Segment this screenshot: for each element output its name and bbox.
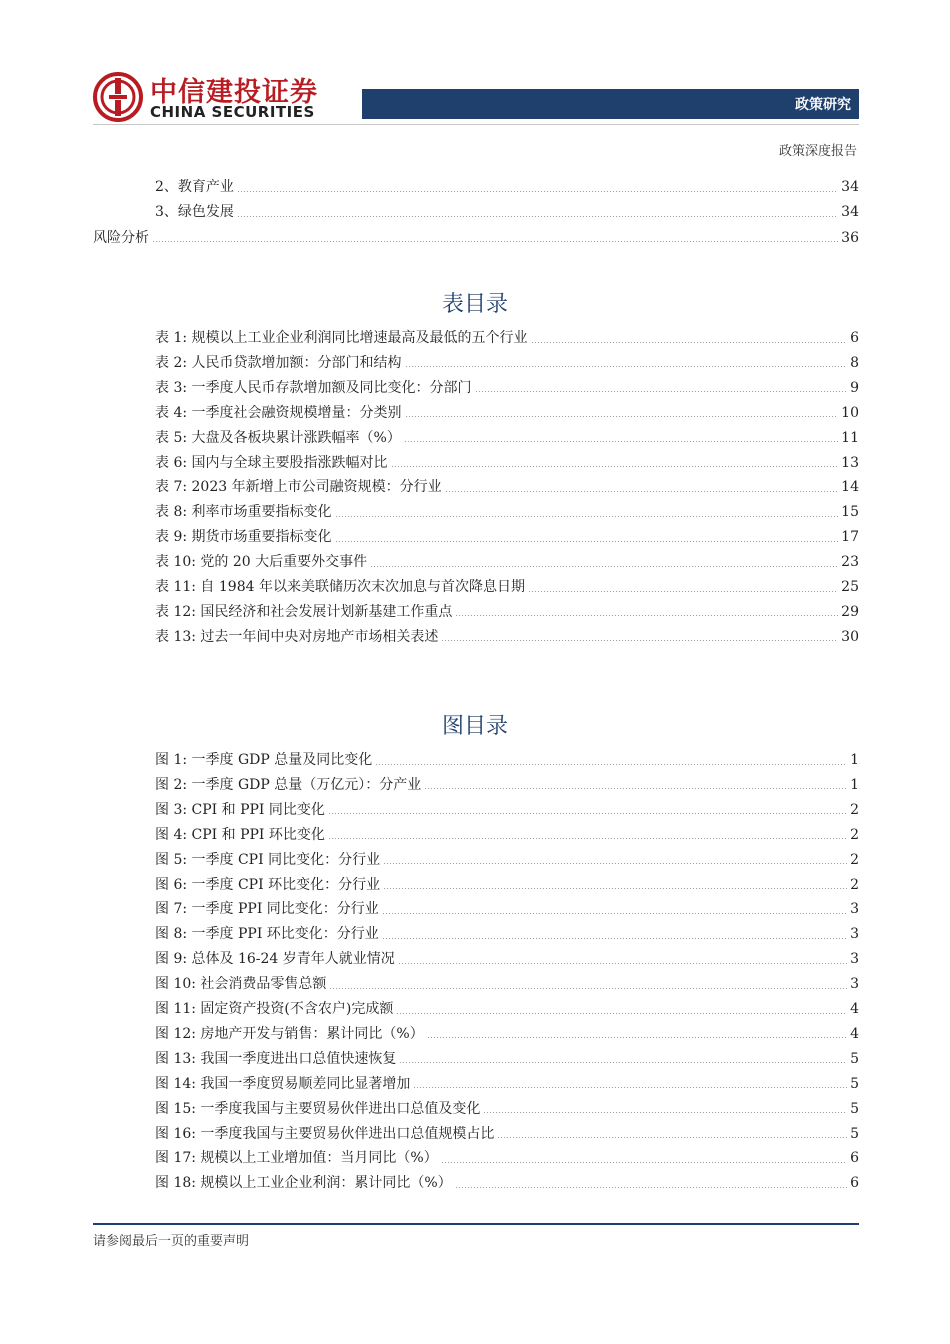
toc-entry-page: 8 [850, 354, 859, 371]
toc-entry[interactable] [155, 1023, 859, 1045]
toc-entry-page: 5 [850, 1075, 859, 1092]
dot-leader [424, 788, 847, 789]
toc-entry-label: 图 13: 我国一季度进出口总值快速恢复 [155, 1050, 397, 1067]
dot-leader [383, 888, 847, 889]
toc-entry-page: 6 [850, 330, 859, 346]
toc-entry-label: 图 2: 一季度 GDP 总量（万亿元）：分产业 [155, 776, 422, 793]
dot-leader [237, 216, 838, 217]
toc-entry[interactable] [155, 1073, 859, 1095]
toc-entry-page: 23 [841, 554, 859, 571]
toc-entry-page: 3 [850, 926, 859, 943]
toc-entry[interactable] [155, 824, 859, 846]
toc-entry[interactable] [155, 551, 859, 573]
toc-entry[interactable] [155, 898, 859, 920]
category-banner [362, 89, 859, 119]
toc-entry-label: 图 15: 一季度我国与主要贸易伙伴进出口总值及变化 [155, 1100, 481, 1117]
toc-entry[interactable] [155, 1098, 859, 1120]
dot-leader [391, 466, 839, 467]
toc-entry-page: 9 [850, 379, 859, 396]
dot-leader [405, 366, 848, 367]
toc-entry-label: 表 7: 2023 年新增上市公司融资规模：分行业 [155, 479, 442, 496]
dot-leader [445, 491, 839, 492]
toc-entry[interactable] [155, 501, 859, 523]
dot-leader [335, 541, 839, 542]
toc-entry[interactable] [155, 774, 859, 796]
toc-entry-label: 风险分析 [93, 229, 149, 246]
dot-leader [396, 1013, 847, 1014]
report-type: 政策深度报告 [778, 144, 857, 159]
dot-leader [335, 516, 839, 517]
toc-entry-label: 图 7: 一季度 PPI 同比变化：分行业 [155, 901, 379, 918]
toc-entry-page: 4 [850, 1025, 859, 1042]
toc-entry-page: 5 [850, 1100, 859, 1117]
footer-disclaimer: 请参阅最后一页的重要声明 [93, 1234, 250, 1249]
dot-leader [382, 938, 847, 939]
toc-entry-page: 25 [841, 579, 859, 595]
figures-section-title: 图目录 [441, 714, 508, 739]
toc-entry[interactable] [155, 327, 859, 349]
toc-entry-page: 34 [841, 204, 859, 221]
toc-entry-page: 6 [850, 1175, 859, 1192]
dot-leader [370, 566, 838, 567]
toc-entry-label: 图 4: CPI 和 PPI 环比变化 [155, 826, 325, 843]
dot-leader [531, 342, 848, 343]
toc-entry[interactable] [155, 998, 859, 1020]
toc-entry-label: 表 13: 过去一年间中央对房地产市场相关表述 [155, 628, 439, 645]
toc-entry-page: 6 [850, 1150, 859, 1167]
toc-entry[interactable] [155, 973, 859, 995]
toc-entry-label: 图 8: 一季度 PPI 环比变化：分行业 [155, 926, 379, 943]
toc-entry-label: 图 17: 规模以上工业增加值：当月同比（%） [155, 1150, 438, 1167]
toc-entry-label: 图 6: 一季度 CPI 环比变化：分行业 [155, 876, 381, 893]
toc-entry-label: 表 6: 国内与全球主要股指涨跌幅对比 [155, 454, 388, 471]
toc-entry[interactable] [155, 799, 859, 821]
toc-entry-page: 2 [850, 851, 859, 868]
dot-leader [399, 1062, 847, 1063]
toc-entry-page: 10 [841, 404, 859, 421]
toc-entry[interactable] [155, 427, 859, 449]
toc-entry[interactable] [155, 1048, 859, 1070]
toc-entry[interactable] [155, 923, 859, 945]
toc-entry-label: 图 9: 总体及 16-24 岁青年人就业情况 [155, 951, 395, 968]
toc-entry-label: 表 1: 规模以上工业企业利润同比增速最高及最低的五个行业 [155, 330, 528, 346]
toc-entry-page: 1 [850, 752, 859, 768]
footer-divider [93, 1223, 859, 1225]
toc-entry-label: 图 18: 规模以上工业企业利润：累计同比（%） [155, 1175, 452, 1192]
toc-entry[interactable] [155, 526, 859, 548]
dot-leader [382, 913, 847, 914]
dot-leader [152, 241, 838, 242]
toc-entry-page: 13 [841, 454, 859, 471]
toc-entry-label: 表 10: 党的 20 大后重要外交事件 [155, 554, 368, 571]
toc-entry-page: 29 [841, 603, 859, 620]
toc-entry[interactable] [155, 201, 859, 223]
toc-entry-label: 3、绿色发展 [155, 204, 234, 221]
dot-leader [405, 416, 839, 417]
dot-leader [427, 1037, 847, 1038]
toc-entry-page: 2 [850, 876, 859, 893]
dot-leader [413, 1087, 847, 1088]
logo-english-name: CHINA SECURITIES [150, 103, 315, 121]
toc-entry[interactable] [155, 874, 859, 896]
toc-entry-page: 2 [850, 826, 859, 843]
toc-entry[interactable] [155, 352, 859, 374]
toc-entry[interactable] [155, 948, 859, 970]
toc-entry[interactable] [155, 749, 859, 771]
toc-entry[interactable] [155, 576, 859, 598]
toc-entry-page: 1 [850, 776, 859, 793]
toc-entry-label: 图 10: 社会消费品零售总额 [155, 976, 327, 993]
dot-leader [398, 963, 847, 964]
toc-entry-label: 图 16: 一季度我国与主要贸易伙伴进出口总值规模占比 [155, 1125, 495, 1142]
toc-entry-page: 14 [841, 479, 859, 496]
toc-entry-page: 34 [841, 179, 859, 195]
dot-leader [328, 813, 847, 814]
toc-entry-page: 3 [850, 901, 859, 918]
toc-entry-label: 图 11: 固定资产投资(不含农户)完成额 [155, 1001, 394, 1017]
toc-entry[interactable] [155, 849, 859, 871]
dot-leader [483, 1112, 847, 1113]
toc-entry[interactable] [155, 626, 859, 648]
dot-leader [441, 1162, 847, 1163]
dot-leader [455, 615, 838, 616]
toc-entry-label: 图 14: 我国一季度贸易顺差同比显著增加 [155, 1075, 411, 1092]
toc-entry-label: 图 5: 一季度 CPI 同比变化：分行业 [155, 851, 381, 868]
toc-entry[interactable] [93, 227, 859, 249]
toc-entry[interactable] [155, 452, 859, 474]
toc-entry-label: 图 12: 房地产开发与销售：累计同比（%） [155, 1025, 424, 1042]
toc-entry-label: 表 3: 一季度人民币存款增加额及同比变化：分部门 [155, 379, 472, 396]
dot-leader [375, 764, 847, 765]
toc-entry-label: 表 8: 利率市场重要指标变化 [155, 504, 332, 521]
toc-entry-page: 30 [841, 628, 859, 645]
toc-entry-page: 3 [850, 976, 859, 993]
toc-entry-label: 表 12: 国民经济和社会发展计划新基建工作重点 [155, 603, 453, 620]
toc-entry[interactable] [155, 1147, 859, 1169]
toc-entry-label: 表 9: 期货市场重要指标变化 [155, 529, 332, 546]
header-divider [93, 124, 859, 125]
toc-entry-page: 5 [850, 1050, 859, 1067]
tables-section-title: 表目录 [441, 292, 508, 317]
toc-entry-page: 17 [841, 529, 859, 546]
dot-leader [528, 591, 838, 592]
toc-entry-label: 2、教育产业 [155, 179, 234, 195]
toc-entry-page: 4 [850, 1001, 859, 1017]
toc-entry-label: 表 5: 大盘及各板块累计涨跌幅率（%） [155, 429, 401, 446]
dot-leader [404, 441, 838, 442]
dot-leader [475, 391, 848, 392]
toc-entry[interactable] [155, 476, 859, 498]
dot-leader [328, 838, 847, 839]
dot-leader [441, 640, 838, 641]
toc-entry-label: 图 3: CPI 和 PPI 同比变化 [155, 801, 325, 818]
toc-entry-page: 3 [850, 951, 859, 968]
toc-entry-page: 15 [841, 504, 859, 521]
page-header [0, 0, 950, 160]
dot-leader [383, 863, 847, 864]
toc-entry[interactable] [155, 601, 859, 623]
logo-chinese-name: 中信建投证券 [150, 77, 318, 108]
toc-entry[interactable] [155, 1172, 859, 1194]
toc-entry[interactable] [155, 176, 859, 198]
dot-leader [497, 1137, 847, 1138]
toc-entry[interactable] [155, 402, 859, 424]
dot-leader [329, 988, 847, 989]
toc-entry-label: 表 2: 人民币贷款增加额：分部门和结构 [155, 354, 402, 371]
category-label: 政策研究 [795, 97, 851, 113]
toc-entry[interactable] [155, 1123, 859, 1145]
toc-entry-label: 表 11: 自 1984 年以来美联储历次末次加息与首次降息日期 [155, 579, 525, 595]
dot-leader [237, 191, 838, 192]
toc-entry-label: 表 4: 一季度社会融资规模增量：分类别 [155, 404, 402, 421]
toc-entry-label: 图 1: 一季度 GDP 总量及同比变化 [155, 752, 373, 768]
toc-entry-page: 36 [841, 229, 859, 246]
toc-entry[interactable] [155, 377, 859, 399]
toc-entry-page: 11 [841, 429, 859, 446]
toc-entry-page: 2 [850, 801, 859, 818]
citic-logo-icon [93, 72, 143, 122]
dot-leader [455, 1187, 847, 1188]
toc-entry-page: 5 [850, 1125, 859, 1142]
